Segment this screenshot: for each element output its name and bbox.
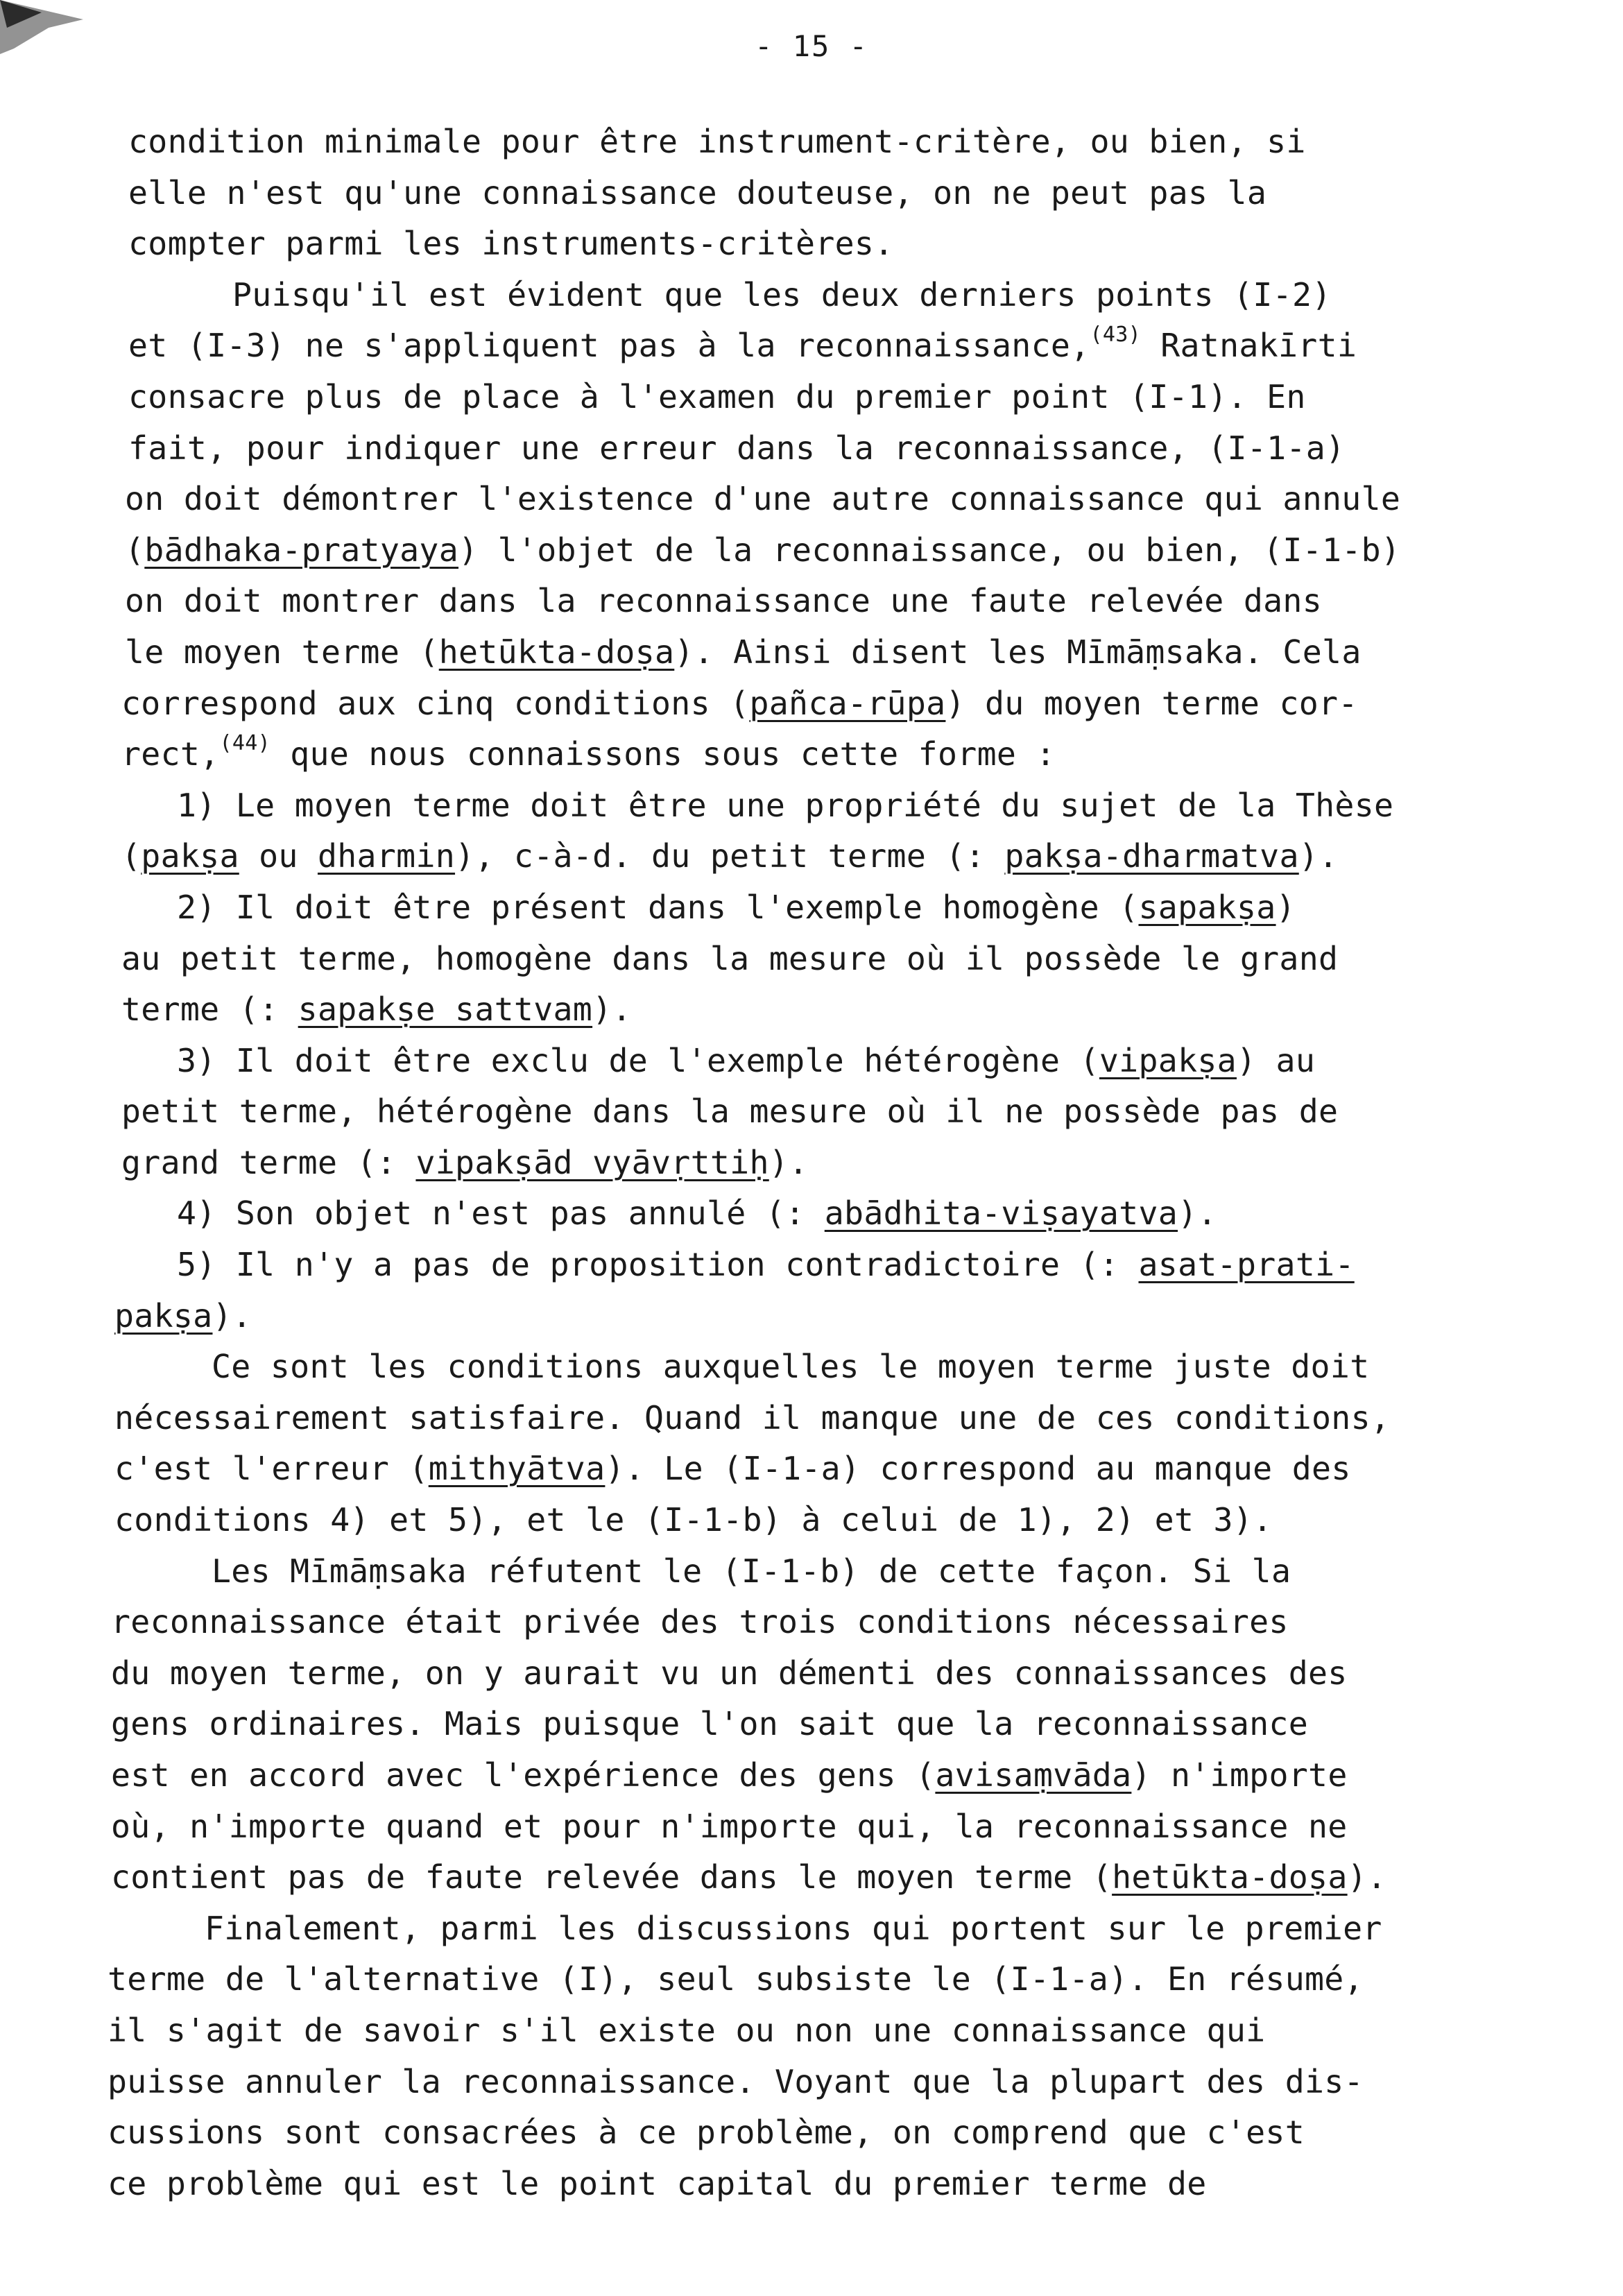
text-line	[108, 1852, 1460, 1903]
text-segment: Puisqu'il est évident que les deux derniers points (I-2)	[232, 275, 1332, 314]
text-line	[108, 1188, 1460, 1240]
text-segment: 2) Il doit être présent dans l'exemple homogène (	[177, 888, 1139, 926]
text-line	[108, 1291, 1460, 1342]
text-segment: ) au	[1236, 1041, 1316, 1079]
text-segment: ).	[1178, 1194, 1217, 1233]
text-segment: ).	[592, 991, 632, 1029]
sanskrit-term: avisaṃvāda	[935, 1756, 1132, 1794]
sanskrit-term: sapakṣa	[1138, 888, 1276, 926]
text-segment: (	[121, 837, 141, 875]
text-segment: 4) Son objet n'est pas annulé (:	[177, 1194, 825, 1233]
text-line	[108, 934, 1460, 985]
text-segment: ce problème qui est le point capital du premier terme de	[108, 2164, 1207, 2202]
text-line	[108, 882, 1460, 934]
text-segment: 5) Il n'y a pas de proposition contradictoire (:	[177, 1246, 1139, 1284]
text-line	[108, 1036, 1460, 1087]
text-line	[108, 1648, 1460, 1699]
text-segment: terme (:	[121, 991, 298, 1029]
text-line	[108, 1699, 1460, 1750]
text-line	[108, 627, 1460, 678]
text-segment: 1) Le moyen terme doit être une propriété du sujet de la Thèse	[177, 786, 1394, 824]
text-line	[108, 729, 1460, 780]
text-line	[108, 1597, 1460, 1648]
sanskrit-term: vipakṣa	[1099, 1041, 1237, 1079]
text-segment: puisse annuler la reconnaissance. Voyant que la plupart des dis-	[108, 2062, 1364, 2100]
text-segment: où, n'importe quand et pour n'importe qui, la reconnaissance ne	[111, 1807, 1348, 1845]
text-segment: Ce sont les conditions auxquelles le moyen terme juste doit	[212, 1348, 1370, 1386]
sanskrit-term: pakṣa	[114, 1296, 213, 1335]
text-segment: ). Ainsi disent les Mīmāṃsaka. Cela	[674, 633, 1362, 671]
text-segment: que nous connaissons sous cette forme :	[270, 735, 1056, 773]
text-segment: conditions 4) et 5), et le (I-1-b) à celui de 1), 2) et 3).	[114, 1501, 1273, 1539]
text-line	[108, 1903, 1460, 1955]
text-line	[108, 1086, 1460, 1138]
text-segment: 3) Il doit être exclu de l'exemple hétérogène (	[177, 1041, 1099, 1079]
text-segment: ou	[239, 837, 318, 875]
sanskrit-term: pañca-rūpa	[749, 684, 946, 722]
text-line	[108, 984, 1460, 1036]
text-line	[108, 1495, 1460, 1546]
text-line	[108, 219, 1460, 270]
text-line	[108, 2057, 1460, 2108]
text-segment: condition minimale pour être instrument-critère, ou bien, si	[128, 123, 1306, 160]
footnote-reference: (43)	[1090, 323, 1141, 348]
text-line	[108, 1750, 1460, 1801]
text-segment: Ratnakīrti	[1140, 327, 1357, 365]
text-line	[108, 2005, 1460, 2057]
text-segment: ).	[1298, 837, 1339, 875]
text-line	[108, 1801, 1460, 1853]
text-line	[108, 525, 1460, 576]
text-segment: Les Mīmāṃsaka réfutent le (I-1-b) de cette façon. Si la	[212, 1552, 1291, 1590]
text-segment: nécessairement satisfaire. Quand il manque une de ces conditions,	[114, 1398, 1391, 1437]
text-segment: )	[1276, 888, 1296, 926]
text-segment: Finalement, parmi les discussions qui portent sur le premier	[205, 1909, 1382, 1947]
sanskrit-term: bādhaka-pratyaya	[144, 531, 459, 569]
text-segment: petit terme, hétérogène dans la mesure où il ne possède pas de	[121, 1093, 1339, 1131]
text-line	[108, 2159, 1460, 2210]
text-segment: on doit démontrer l'existence d'une autre connaissance qui annule	[125, 480, 1401, 518]
text-segment: rect,	[121, 735, 220, 773]
sanskrit-term: asat-prati-	[1138, 1246, 1355, 1284]
text-line	[108, 1393, 1460, 1444]
text-segment: ).	[768, 1143, 809, 1181]
sanskrit-term: pakṣa-dharmatva	[1004, 837, 1299, 875]
sanskrit-term: vipakṣād vyāvṛttiḥ	[415, 1143, 769, 1181]
text-segment: (	[125, 531, 145, 569]
text-line	[108, 1240, 1460, 1291]
text-line	[108, 780, 1460, 832]
sanskrit-term: hetūkta-doṣa	[1112, 1858, 1348, 1896]
sanskrit-term: dharmin	[317, 837, 456, 875]
text-segment: reconnaissance était privée des trois conditions nécessaires	[111, 1603, 1289, 1641]
text-segment: compter parmi les instruments-critères.	[128, 225, 894, 263]
text-line	[108, 117, 1460, 168]
text-segment: est en accord avec l'expérience des gens (	[111, 1756, 936, 1794]
text-segment: ).	[212, 1296, 252, 1335]
text-segment: ).	[1347, 1858, 1387, 1896]
text-segment: du moyen terme, on y aurait vu un démenti des connaissances des	[111, 1654, 1348, 1692]
text-line	[108, 474, 1460, 525]
text-segment: terme de l'alternative (I), seul subsiste le (I-1-a). En résumé,	[108, 1960, 1364, 1998]
text-line	[108, 168, 1460, 219]
text-line	[108, 1443, 1460, 1495]
text-segment: il s'agit de savoir s'il existe ou non une connaissance qui	[108, 2011, 1266, 2049]
footnote-reference: (44)	[219, 731, 270, 756]
body-text	[108, 117, 1460, 2209]
text-segment: elle n'est qu'une connaissance douteuse, on ne peut pas la	[128, 173, 1267, 212]
text-line	[108, 1138, 1460, 1189]
text-segment: ) n'importe	[1131, 1756, 1348, 1794]
text-line	[108, 576, 1460, 627]
sanskrit-term: pakṣa	[141, 837, 239, 875]
text-segment: ) du moyen terme cor-	[945, 684, 1358, 722]
text-segment: cussions sont consacrées à ce problème, on comprend que c'est	[108, 2114, 1305, 2152]
text-segment: grand terme (:	[121, 1143, 416, 1181]
text-line	[108, 2107, 1460, 2159]
text-segment: ), c-à-d. du petit terme (:	[455, 837, 1005, 875]
text-segment: au petit terme, homogène dans la mesure où il possède le grand	[121, 939, 1339, 977]
text-segment: ). Le (I-1-a) correspond au manque des	[605, 1450, 1351, 1488]
text-line	[108, 678, 1460, 730]
sanskrit-term: sapakṣe sattvam	[298, 991, 593, 1029]
text-segment: contient pas de faute relevée dans le moyen terme (	[111, 1858, 1113, 1896]
text-segment: le moyen terme (	[125, 633, 439, 671]
text-segment: consacre plus de place à l'examen du premier point (I-1). En	[128, 377, 1306, 415]
text-segment: on doit montrer dans la reconnaissance une faute relevée dans	[125, 582, 1323, 620]
text-segment: gens ordinaires. Mais puisque l'on sait que la reconnaissance	[111, 1705, 1309, 1743]
sanskrit-term: abādhita-viṣayatva	[824, 1194, 1178, 1233]
text-line	[108, 320, 1460, 372]
text-line	[108, 1342, 1460, 1393]
text-line	[108, 372, 1460, 423]
text-segment: c'est l'erreur (	[114, 1450, 429, 1488]
text-segment: ) l'objet de la reconnaissance, ou bien, (I-1-b)	[458, 531, 1401, 569]
text-segment: fait, pour indiquer une erreur dans la reconnaissance, (I-1-a)	[128, 429, 1346, 467]
text-line	[108, 423, 1460, 474]
text-line	[108, 1546, 1460, 1597]
text-line	[108, 831, 1460, 882]
sanskrit-term: mithyātva	[428, 1450, 606, 1488]
page-number: - 15 -	[755, 29, 868, 63]
text-line	[108, 270, 1460, 321]
text-segment: et (I-3) ne s'appliquent pas à la reconnaissance,	[128, 327, 1090, 365]
text-line	[108, 1954, 1460, 2005]
text-segment: correspond aux cinq conditions (	[121, 684, 750, 722]
sanskrit-term: hetūkta-doṣa	[438, 633, 675, 671]
